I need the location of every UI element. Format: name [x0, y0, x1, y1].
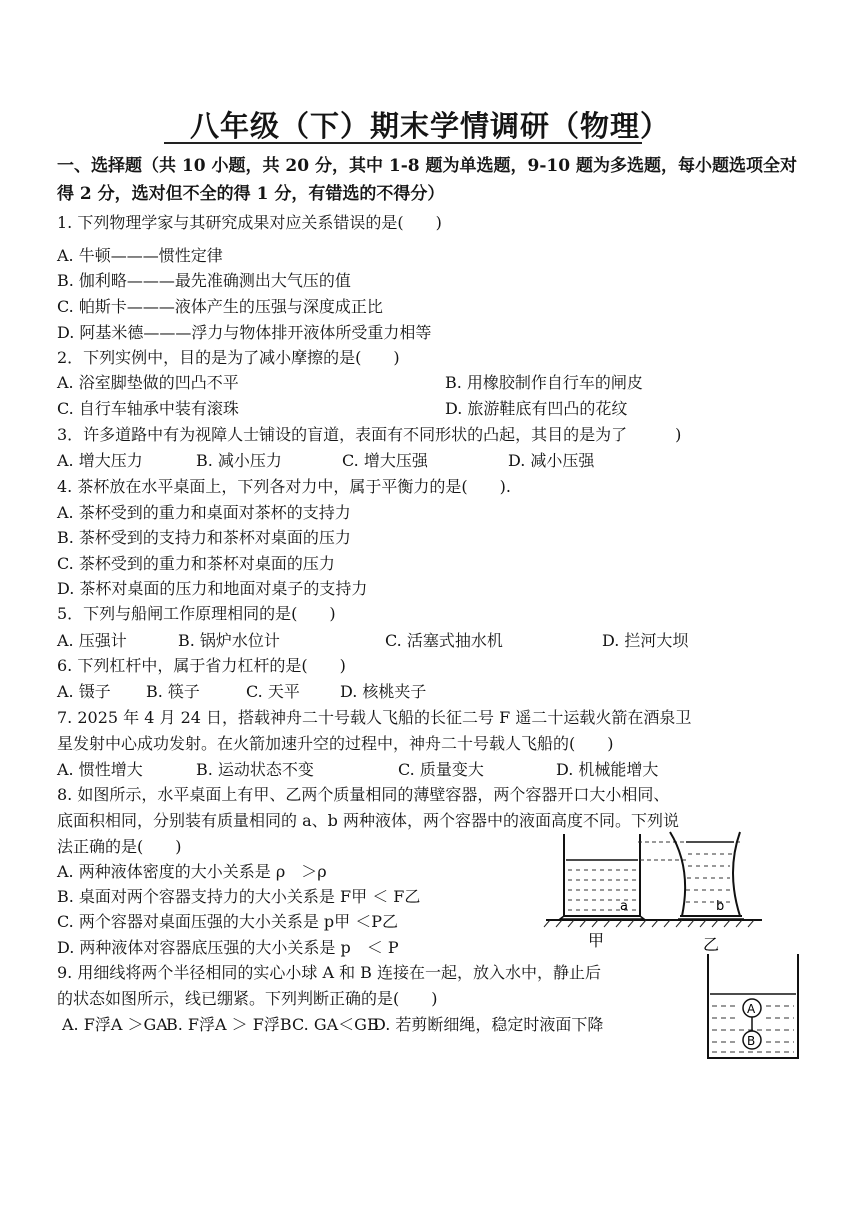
- q8-option-b: B. 桌面对两个容器支持力的大小关系是 F甲 ＜ F乙: [57, 887, 421, 906]
- q8-container-yi-label: 乙: [703, 935, 720, 953]
- q9-option-d: D. 若剪断细绳，稳定时液面下降: [373, 1015, 604, 1034]
- ball-a-label: A: [747, 1002, 756, 1016]
- q2-option-d: D. 旅游鞋底有凹凸的花纹: [445, 399, 628, 418]
- q8-liquid-b-label: b: [716, 899, 725, 914]
- q6-option-c: C. 天平: [246, 682, 300, 701]
- q5-option-b: B. 锅炉水位计: [178, 631, 280, 650]
- q8-option-a: A. 两种液体密度的大小关系是 ρ ＞ρ: [57, 862, 327, 881]
- q9-stem-line1: 9. 用细线将两个半径相同的实心小球 A 和 B 连接在一起，放入水中，静止后: [57, 963, 602, 982]
- q9-stem-line2: 的状态如图所示，线已绷紧。下列判断正确的是( ): [57, 989, 438, 1008]
- q9-option-a: A. F浮A ＞GA: [62, 1015, 168, 1034]
- q2-option-a: A. 浴室脚垫做的凹凸不平: [57, 373, 239, 392]
- q8-option-c: C. 两个容器对桌面压强的大小关系是 p甲 ＜P乙: [57, 912, 399, 931]
- q7-stem-line1: 7. 2025 年 4 月 24 日，搭载神舟二十号载人飞船的长征二号 F 遥二十运载火箭在酒泉卫: [57, 708, 692, 727]
- q3-option-d: D. 减小压强: [508, 451, 595, 470]
- q9-option-c: C. GA＜GB: [292, 1015, 379, 1034]
- q9-beaker-figure: [700, 950, 805, 1065]
- page-title: 八年级（下）期末学情调研（物理）: [189, 109, 670, 143]
- section-heading: 一、选择题（共 10 小题，共 20 分，其中 1-8 题为单选题，9-10 题为多选题，每小题选项全对得 2 分，选对但不全的得 1 分，有错选的不得分）: [57, 156, 797, 204]
- q4-option-d: D. 茶杯对桌面的压力和地面对桌子的支持力: [57, 579, 368, 598]
- q7-option-a: A. 惯性增大: [57, 760, 143, 779]
- q2-option-c: C. 自行车轴承中装有滚珠: [57, 399, 239, 418]
- q3-option-c: C. 增大压强: [342, 451, 428, 470]
- q8-container-jia-label: 甲: [588, 931, 605, 950]
- title-underline: [164, 142, 642, 144]
- q4-option-c: C. 茶杯受到的重力和茶杯对桌面的压力: [57, 554, 335, 573]
- q4-option-a: A. 茶杯受到的重力和桌面对茶杯的支持力: [57, 503, 351, 522]
- q1-option-d: D. 阿基米德———浮力与物体排开液体所受重力相等: [57, 323, 432, 342]
- q8-containers-figure: [540, 828, 770, 953]
- q7-stem-line2: 星发射中心成功发射。在火箭加速升空的过程中，神舟二十号载人飞船的( ): [57, 734, 614, 753]
- q8-stem-line1: 8. 如图所示，水平桌面上有甲、乙两个质量相同的薄壁容器，两个容器开口大小相同、: [57, 785, 670, 804]
- q5-option-a: A. 压强计: [57, 631, 127, 650]
- q4-option-b: B. 茶杯受到的支持力和茶杯对桌面的压力: [57, 528, 351, 547]
- q6-option-a: A. 镊子: [57, 682, 111, 701]
- q8-liquid-a-label: a: [620, 899, 628, 914]
- q8-stem-line3: 法正确的是( ): [57, 837, 182, 856]
- q6-stem: 6. 下列杠杆中，属于省力杠杆的是( ): [57, 656, 346, 675]
- q7-option-d: D. 机械能增大: [556, 760, 659, 779]
- q7-option-b: B. 运动状态不变: [196, 760, 314, 779]
- q7-option-c: C. 质量变大: [398, 760, 484, 779]
- q8-stem-line2: 底面积相同，分别装有质量相同的 a、b 两种液体，两个容器中的液面高度不同。下列说: [57, 811, 679, 830]
- q8-option-d: D. 两种液体对容器底压强的大小关系是 p ＜ P: [57, 938, 399, 957]
- q3-option-a: A. 增大压力: [57, 451, 143, 470]
- q9-option-b: B. F浮A ＞ F浮B: [166, 1015, 292, 1034]
- q2-option-b: B. 用橡胶制作自行车的闸皮: [445, 373, 643, 392]
- q2-stem: 2．下列实例中，目的是为了减小摩擦的是( ): [57, 348, 400, 367]
- q5-option-d: D. 拦河大坝: [602, 631, 689, 650]
- q1-stem: 1. 下列物理学家与其研究成果对应关系错误的是( ): [57, 213, 442, 232]
- q6-option-d: D. 核桃夹子: [340, 682, 427, 701]
- q5-option-c: C. 活塞式抽水机: [385, 631, 503, 650]
- q4-stem: 4. 茶杯放在水平桌面上，下列各对力中，属于平衡力的是( ).: [57, 477, 511, 496]
- q1-option-c: C. 帕斯卡———液体产生的压强与深度成正比: [57, 297, 383, 316]
- q1-option-a: A. 牛顿———惯性定律: [57, 246, 223, 265]
- q3-stem: 3．许多道路中有为视障人士铺设的盲道，表面有不同形状的凸起，其目的是为了 ): [57, 425, 682, 444]
- q1-option-b: B. 伽利略———最先准确测出大气压的值: [57, 271, 351, 290]
- ball-b-label: B: [747, 1034, 756, 1048]
- q3-option-b: B. 减小压力: [196, 451, 282, 470]
- q5-stem: 5．下列与船闸工作原理相同的是( ): [57, 604, 336, 623]
- q6-option-b: B. 筷子: [146, 682, 200, 701]
